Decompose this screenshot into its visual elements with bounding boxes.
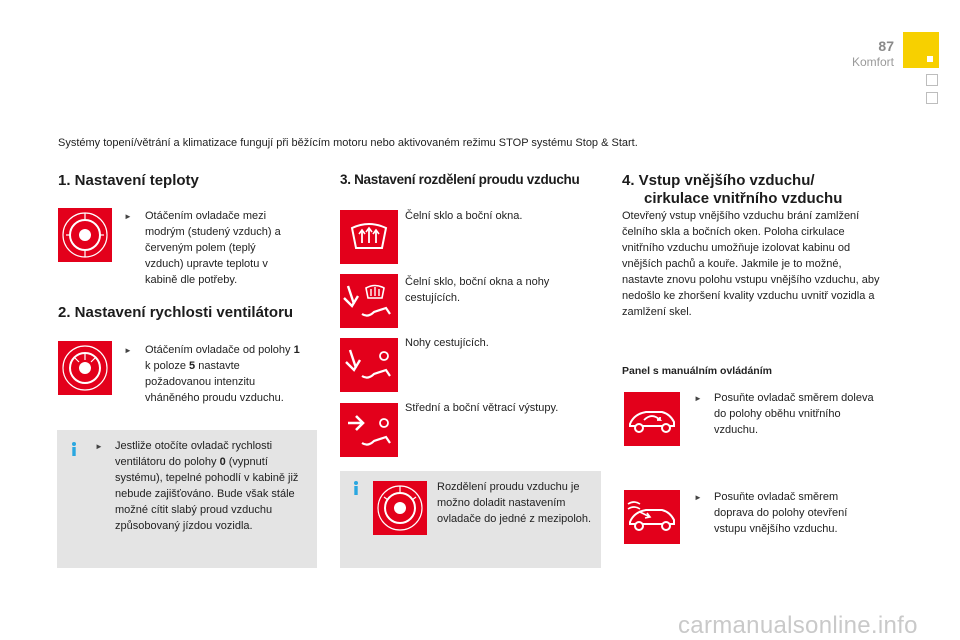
section-title-fan-speed: 2. Nastavení rychlosti ventilátoru (58, 304, 294, 321)
info-icon (66, 441, 82, 457)
distribution-text-2: Čelní sklo, boční okna a nohy cestujících. (405, 276, 550, 304)
fan-to-value: 5 (189, 360, 196, 372)
fan-dial-icon (58, 341, 112, 395)
fan-note-value: 0 (219, 456, 226, 468)
bullet-icon: ► (694, 394, 702, 403)
bullet-icon: ► (95, 442, 103, 451)
fan-text-middle: k poloze (145, 360, 190, 372)
bullet-icon: ► (124, 212, 132, 221)
temperature-text: Otáčením ovladače mezi modrým (studený vzduch) a červeným polem (teplý vzduch) upravte teplotu v kabině dle potřeby. (145, 210, 281, 286)
chapter-title: Komfort (851, 55, 894, 69)
air-intake-title-line2: cirkulace vnitřního vzduchu (644, 190, 843, 207)
chapter-tab (926, 74, 938, 86)
chapter-tab (926, 92, 938, 104)
air-intake-text: Otevřený vstup vnějšího vzduchu brání zamlžení čelního skla a bočních oken. Poloha cirkulace vnitřního vzduchu umožňuje izolovat kabinu od vnějších pachů a kouře. Jakmile je to možné, nastavte znovu polohu vstupu vnějšího vzduchu, aby nedošlo ke zhoršení kvality vzduchu uvnitř vozidla a zamlžení skel. (622, 210, 880, 318)
center-vents-icon (340, 403, 398, 457)
distribution-text-4: Střední a boční větrací výstupy. (405, 402, 559, 414)
intro-text: Systémy topení/větrání a klimatizace fungují při běžícím motoru nebo aktivovaném režimu STOP systému Stop & Start. (58, 137, 638, 149)
fan-note-panel (57, 430, 317, 568)
recirculation-icon (624, 392, 680, 446)
fan-text-before: Otáčením ovladače od polohy (145, 344, 294, 356)
windshield-feet-icon (340, 274, 398, 328)
fan-note-before: Jestliže otočíte ovladač rychlosti ventilátoru do polohy (115, 440, 273, 468)
section-title-temperature: 1. Nastavení teploty (58, 172, 199, 189)
tab-marker (927, 56, 933, 62)
distribution-note-text: Rozdělení proudu vzduchu je možno doladit nastavením ovladače do jedné z mezipoloh. (437, 481, 592, 525)
fan-note-after: (vypnutí systému), tepelné pohodlí v kabině již nebude zajišťováno. Bude však stále možné cítit slabý proud vzduchu způsobovaný jízdou vozidla. (115, 456, 299, 532)
distribution-text-1: Čelní sklo a boční okna. (405, 210, 523, 222)
distribution-note-panel (340, 471, 601, 568)
watermark: carmanualsonline.info (678, 612, 918, 639)
outside-air-text: Posuňte ovladač směrem doprava do polohy otevření vstupu vnějšího vzduchu. (714, 491, 848, 535)
section-title-air-distribution: 3. Nastavení rozdělení proudu vzduchu (340, 172, 580, 187)
fan-speed-text (145, 342, 305, 406)
recirculation-text: Posuňte ovladač směrem doleva do polohy oběhu vnitřního vzduchu. (714, 392, 874, 436)
bullet-icon: ► (694, 493, 702, 502)
temperature-dial-icon (58, 208, 112, 262)
page-number: 87 (878, 38, 894, 54)
fan-from-value: 1 (293, 344, 300, 356)
info-icon (348, 480, 364, 496)
bullet-icon: ► (124, 346, 132, 355)
section-title-air-intake (622, 172, 882, 208)
distribution-text-3: Nohy cestujících. (405, 337, 489, 349)
chapter-tab-active (903, 32, 939, 68)
fan-text-after: nastavte požadovanou intenzitu vháněného proudu vzduchu. (145, 360, 284, 404)
windshield-defrost-icon (340, 210, 398, 264)
distribution-dial-icon (373, 481, 427, 535)
fan-note-text (115, 438, 311, 534)
manual-panel-title: Panel s manuálním ovládáním (622, 365, 772, 377)
feet-icon (340, 338, 398, 392)
outside-air-icon (624, 490, 680, 544)
air-intake-title-line1: 4. Vstup vnějšího vzduchu/ (622, 172, 815, 189)
